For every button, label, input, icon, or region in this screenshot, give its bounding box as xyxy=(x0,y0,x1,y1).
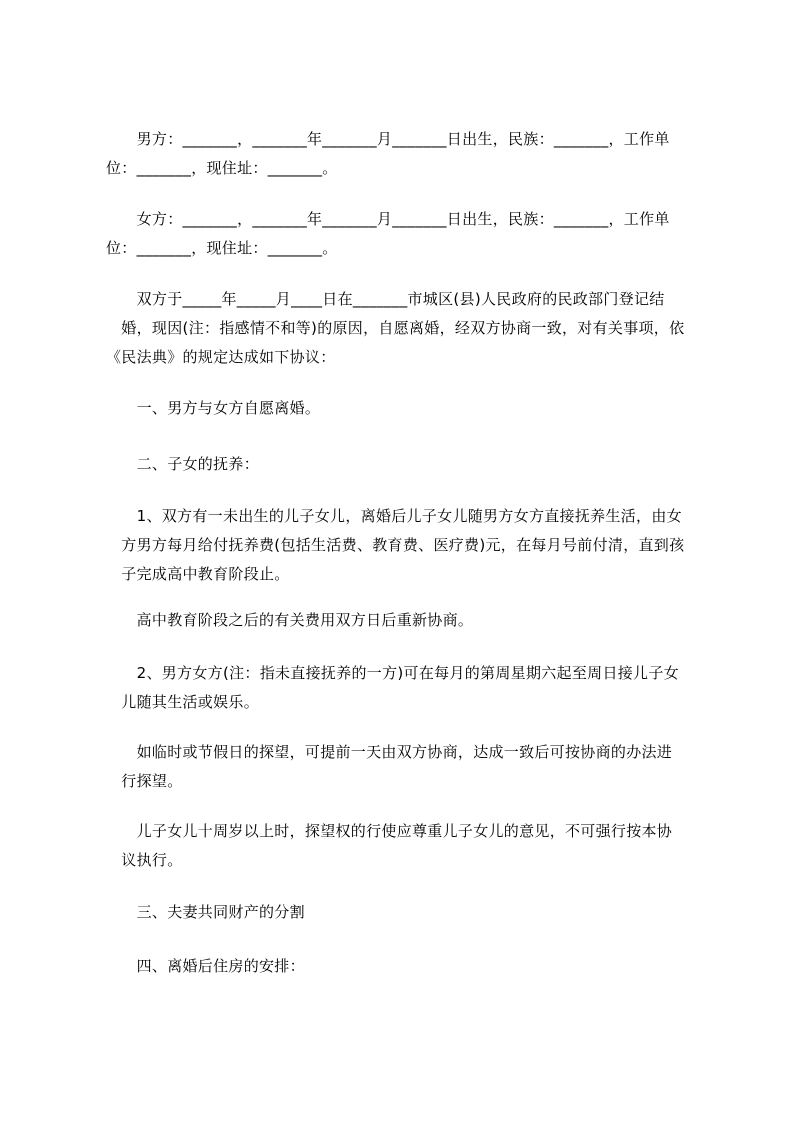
male-party-info-paragraph xyxy=(106,125,704,183)
section-one-heading xyxy=(106,394,704,423)
paragraph-line: 位：_______，现住址：_______。 xyxy=(106,159,338,177)
paragraph-line: 2、男方女方(注：指未直接抚养的一方)可在每月的第周星期六起至周日接儿子女 xyxy=(106,664,679,682)
section-four-heading xyxy=(106,952,704,981)
section-three-heading xyxy=(106,898,704,927)
paragraph-line: 儿子女儿十周岁以上时，探望权的行使应尊重儿子女儿的意见，不可强行按本协 xyxy=(106,822,673,840)
paragraph-line: 议执行。 xyxy=(106,851,183,869)
paragraph-line: 一、男方与女方自愿离婚。 xyxy=(106,399,321,417)
paragraph-line: 男方：_______，_______年_______月_______日出生，民族：_______，工作单 xyxy=(106,130,670,148)
paragraph-line: 双方于_____年_____月____日在_______市城区(县)人民政府的民政部门登记结 xyxy=(106,290,665,308)
visitation-paragraph xyxy=(106,659,704,717)
paragraph-line: 方男方每月给付抚养费(包括生活费、教育费、医疗费)元，在每月号前付清，直到孩 xyxy=(106,536,685,554)
child-opinion-paragraph xyxy=(106,817,704,875)
paragraph-line: 婚，现因(注：指感情不和等)的原因，自愿离婚，经双方协商一致，对有关事项，依 xyxy=(106,319,685,337)
section-two-heading xyxy=(106,450,704,479)
paragraph-line: 子完成高中教育阶段止。 xyxy=(106,565,290,583)
holiday-visit-paragraph xyxy=(106,738,704,796)
paragraph-line: 1、双方有一未出生的儿子女儿，离婚后儿子女儿随男方女方直接抚养生活，由女 xyxy=(106,507,682,525)
paragraph-line: 行探望。 xyxy=(106,772,183,790)
paragraph-line: 女方：_______，_______年_______月_______日出生，民族：_______，工作单 xyxy=(106,210,670,228)
post-highschool-costs-paragraph xyxy=(106,606,704,635)
paragraph-line: 四、离婚后住房的安排： xyxy=(106,957,305,975)
paragraph-line: 高中教育阶段之后的有关费用双方日后重新协商。 xyxy=(106,611,474,629)
paragraph-line: 如临时或节假日的探望，可提前一天由双方协商，达成一致后可按协商的办法进 xyxy=(106,743,673,761)
paragraph-line: 位：_______，现住址：_______。 xyxy=(106,239,338,257)
child-support-paragraph xyxy=(106,502,704,589)
paragraph-line: 三、夫妻共同财产的分割 xyxy=(106,903,305,921)
paragraph-line: 儿随其生活或娱乐。 xyxy=(106,693,260,711)
marriage-registration-paragraph xyxy=(106,285,704,372)
paragraph-line: 《民法典》的规定达成如下协议： xyxy=(106,348,336,366)
female-party-info-paragraph xyxy=(106,205,704,263)
paragraph-line: 二、子女的抚养： xyxy=(106,455,260,473)
